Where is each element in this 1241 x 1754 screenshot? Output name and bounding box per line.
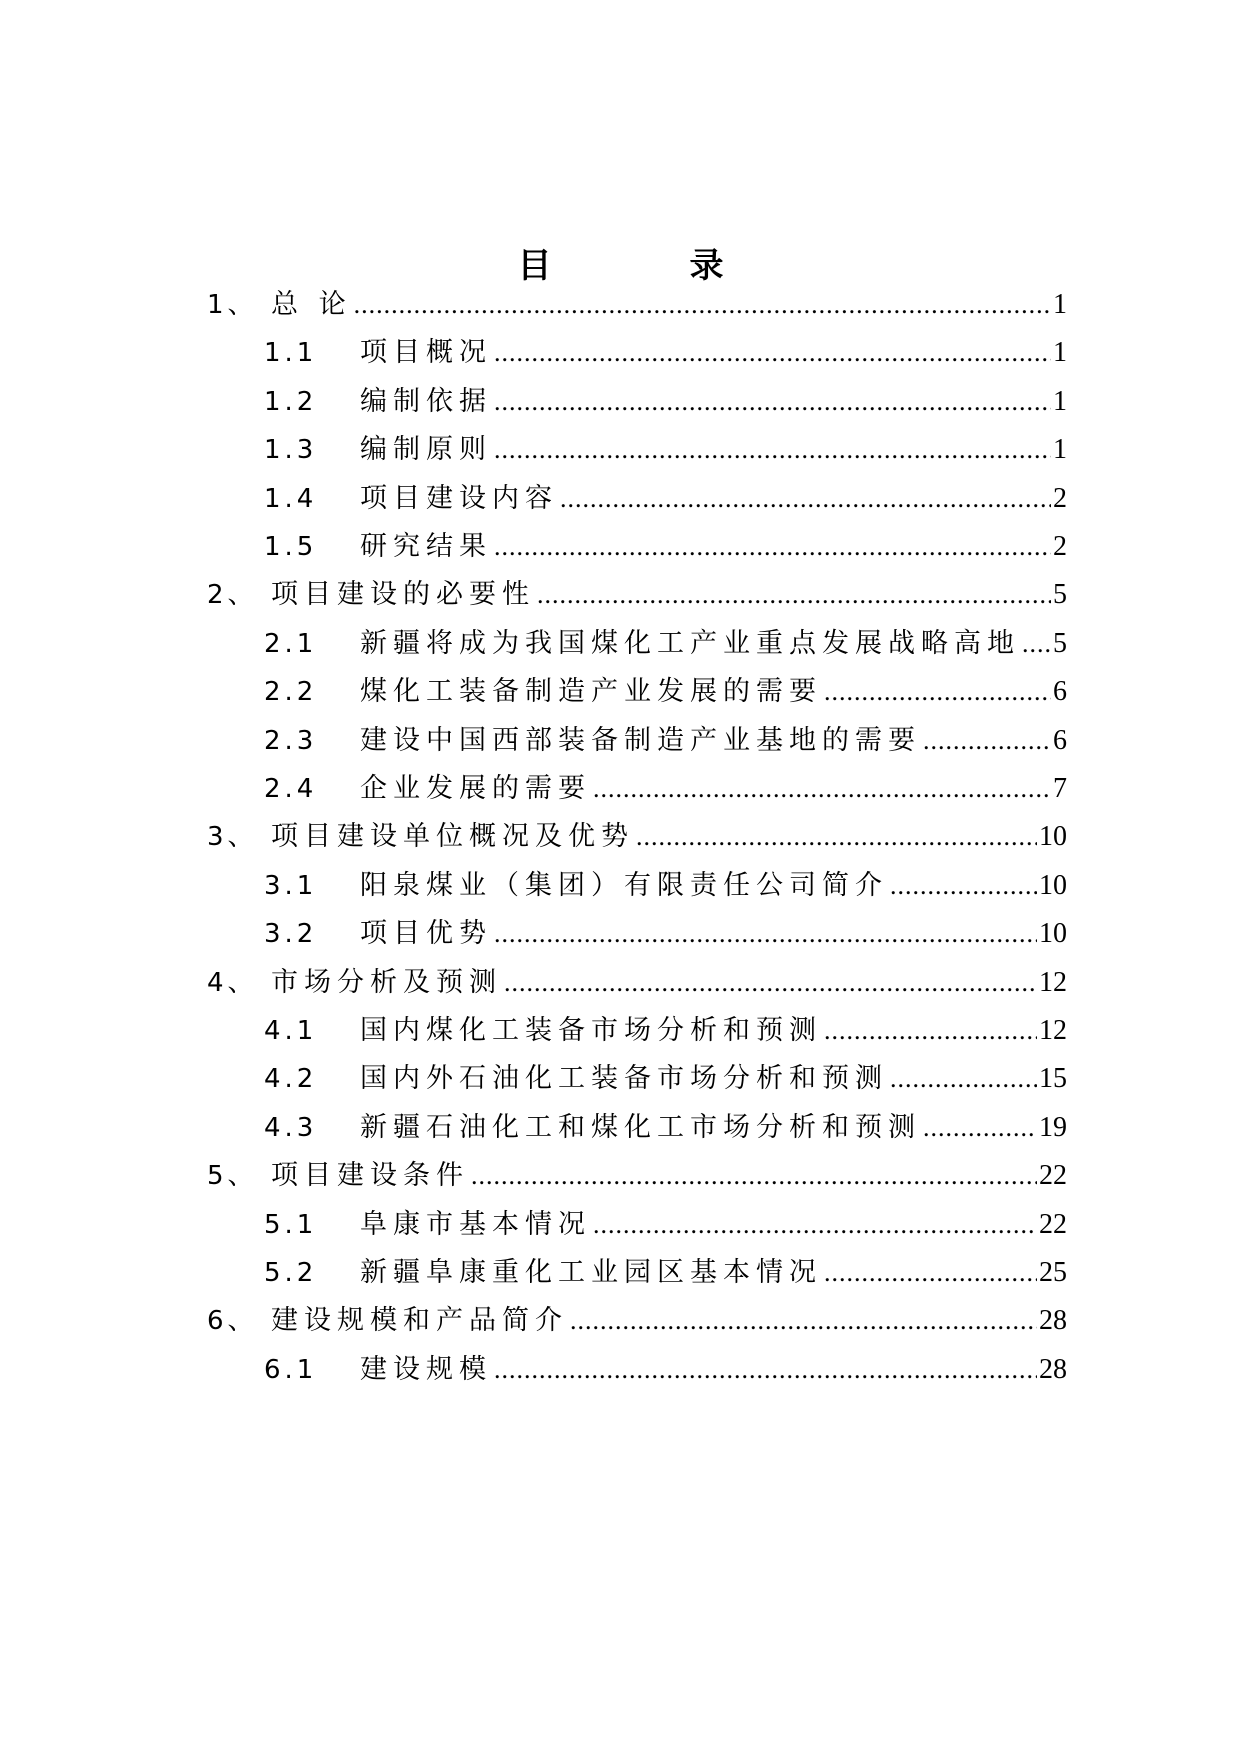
entry-page-number: 10 [1039,821,1067,853]
dot-leader [494,527,1051,567]
dot-leader [560,479,1051,519]
dot-leader [494,333,1051,373]
entry-number: 2.1 [264,628,318,659]
entry-number: 3.2 [264,919,318,950]
toc-section-entry[interactable] [264,1253,1067,1293]
toc-section-entry[interactable] [264,769,1067,809]
entry-title: 国内煤化工装备市场分析和预测 [360,1015,822,1046]
entry-title: 阳泉煤业（集团）有限责任公司简介 [360,869,888,901]
entry-number: 6.1 [264,1354,318,1385]
entry-number: 4.3 [264,1112,318,1143]
toc-section-entry[interactable] [264,382,1067,422]
toc-section-entry[interactable] [264,1205,1067,1245]
entry-page-number: 15 [1039,1063,1067,1095]
entry-title: 市场分析及预测 [271,966,502,998]
entry-page-number: 1 [1053,434,1067,466]
entry-number: 2.3 [264,725,318,756]
toc-chapter-entry[interactable] [207,1301,1067,1341]
entry-number: 2、 [207,580,258,611]
entry-title: 建设规模和产品简介 [271,1305,568,1337]
dot-leader [494,914,1037,954]
entry-title: 企业发展的需要 [360,773,591,804]
toc-chapter-entry[interactable] [207,817,1067,857]
entry-title: 煤化工装备制造产业发展的需要 [360,676,822,708]
dot-leader [890,1059,1037,1099]
dot-leader [504,963,1037,1003]
entry-number: 1.2 [264,386,318,417]
entry-title: 项目建设条件 [271,1160,469,1192]
dot-leader [890,866,1037,906]
entry-page-number: 25 [1039,1257,1067,1288]
toc-section-entry[interactable] [264,333,1067,373]
entry-number: 6、 [207,1306,258,1337]
entry-number: 1.5 [264,532,318,562]
toc-section-entry[interactable] [264,672,1067,712]
dot-leader [471,1156,1037,1196]
toc-section-entry[interactable] [264,1059,1067,1099]
entry-title: 新疆阜康重化工业园区基本情况 [360,1257,822,1288]
toc-section-entry[interactable] [264,914,1067,954]
entry-number: 2.4 [264,774,318,804]
entry-page-number: 6 [1053,676,1067,708]
dot-leader [593,1205,1037,1245]
dot-leader [494,1350,1037,1390]
entry-number: 2.2 [264,677,318,708]
dot-leader [824,1011,1037,1051]
dot-leader [494,430,1051,470]
entry-page-number: 28 [1039,1305,1067,1337]
toc-section-entry[interactable] [264,430,1067,470]
entry-number: 1.1 [264,338,318,369]
dot-leader [354,285,1051,325]
entry-page-number: 1 [1053,385,1067,417]
entry-page-number: 6 [1053,724,1067,756]
toc-section-entry[interactable] [264,479,1067,519]
entry-title: 项目建设的必要性 [271,579,535,611]
toc-section-entry[interactable] [264,721,1067,761]
entry-title: 阜康市基本情况 [360,1208,591,1240]
entry-page-number: 22 [1039,1160,1067,1192]
entry-page-number: 12 [1039,966,1067,998]
entry-number: 4.1 [264,1016,318,1046]
toc-chapter-entry[interactable] [207,575,1067,615]
entry-title: 项目优势 [360,918,492,950]
entry-page-number: 2 [1053,531,1067,562]
dot-leader [570,1301,1037,1341]
toc-section-entry[interactable] [264,1108,1067,1148]
entry-page-number: 10 [1039,918,1067,950]
toc-chapter-entry[interactable] [207,1156,1067,1196]
entry-page-number: 28 [1039,1353,1067,1385]
entry-title: 新疆石油化工和煤化工市场分析和预测 [360,1111,921,1143]
dot-leader [824,1253,1037,1293]
toc-section-entry[interactable] [264,1350,1067,1390]
dot-leader [537,575,1051,615]
entry-number: 1.3 [264,435,318,466]
entry-page-number: 5 [1053,627,1067,659]
entry-title: 项目建设单位概况及优势 [271,821,634,853]
entry-page-number: 7 [1053,773,1067,804]
entry-number: 3.1 [264,870,318,901]
entry-page-number: 19 [1039,1111,1067,1143]
entry-number: 3、 [207,822,258,853]
entry-number: 1、 [207,290,258,320]
entry-number: 5.2 [264,1258,318,1288]
entry-title: 编制依据 [360,385,492,417]
toc-chapter-entry[interactable] [207,963,1067,1003]
entry-title: 建设中国西部装备制造产业基地的需要 [360,724,921,756]
dot-leader [593,769,1051,809]
entry-page-number: 5 [1053,579,1067,611]
entry-page-number: 22 [1039,1208,1067,1240]
dot-leader [494,382,1051,422]
dot-leader [636,817,1037,857]
entry-number: 5、 [207,1161,258,1192]
entry-title: 建设规模 [360,1353,492,1385]
entry-page-number: 1 [1053,337,1067,369]
toc-section-entry[interactable] [264,866,1067,906]
toc-section-entry[interactable] [264,527,1067,567]
dot-leader [824,672,1051,712]
entry-title: 总 论 [271,289,352,320]
entry-page-number: 2 [1053,482,1067,514]
entry-title: 新疆将成为我国煤化工产业重点发展战略高地 [360,627,1020,659]
entry-number: 1.4 [264,483,318,514]
entry-number: 5.1 [264,1209,318,1240]
toc-section-entry[interactable] [264,1011,1067,1051]
entry-title: 编制原则 [360,434,492,466]
entry-number: 4、 [207,967,258,998]
entry-title: 国内外石油化工装备市场分析和预测 [360,1063,888,1095]
entry-page-number: 10 [1039,869,1067,901]
toc-section-entry[interactable] [264,624,1067,664]
entry-number: 4.2 [264,1064,318,1095]
dot-leader [923,721,1051,761]
toc-chapter-entry[interactable] [207,285,1067,325]
page-title: 目 录 [517,246,776,286]
dot-leader [1022,624,1051,664]
entry-page-number: 12 [1039,1015,1067,1046]
entry-page-number: 1 [1053,289,1067,320]
entry-title: 项目建设内容 [360,482,558,514]
entry-title: 项目概况 [360,337,492,369]
entry-title: 研究结果 [360,531,492,562]
dot-leader [923,1108,1037,1148]
